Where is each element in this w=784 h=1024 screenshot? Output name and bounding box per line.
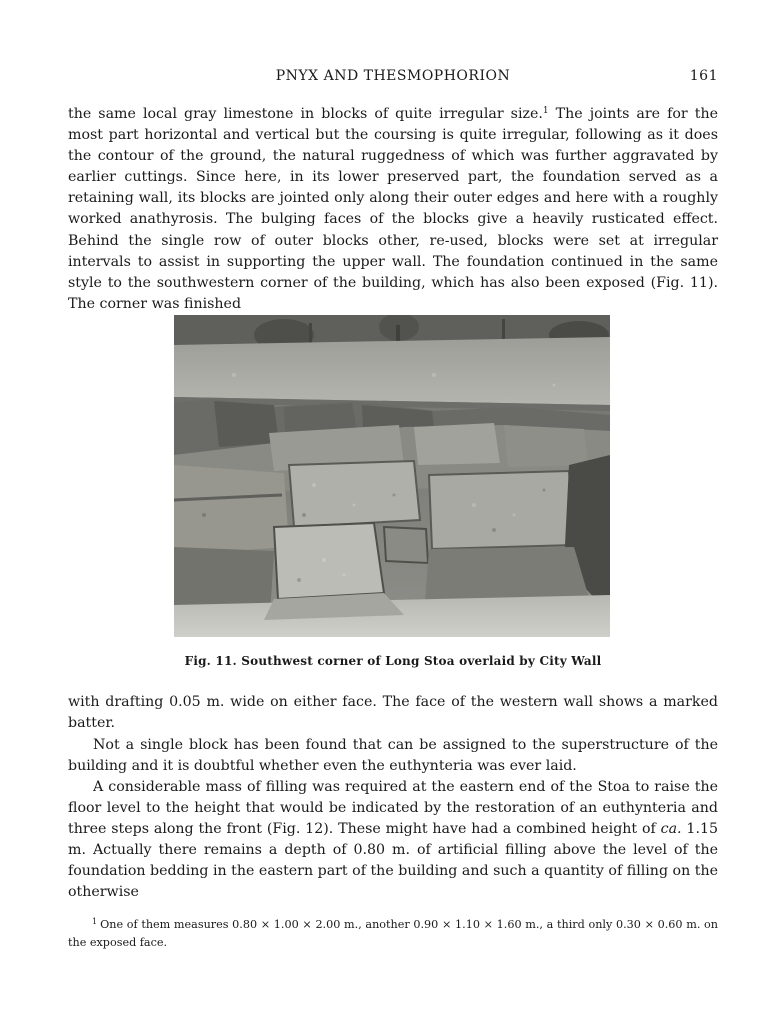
page-header <box>68 68 718 90</box>
running-title: PNYX AND THESMOPHORION <box>275 68 511 84</box>
page-number: 161 <box>689 68 718 84</box>
stone-wall-photo <box>174 315 610 637</box>
footnote-reference: 1 <box>542 106 549 116</box>
paragraph-3: Not a single block has been found that can be assigned to the superstructure of the building and it is doubtful whether even the euthynteria was ever laid. <box>68 737 718 775</box>
paragraph-1-text-b: The joints are for the most part horizontal and vertical but the coursing is quite irregular, following as it does the contour of the ground, the natural ruggedness of which was further aggravated by earlier cuttings. Since here, in its lower preserved part, the foundation served as a retaining wall, its blocks are jointed only along their outer edges and here with a roughly worked anathyrosis. The bulging faces of the blocks give a heavily rusticated effect. Behind the single row of outer blocks other, re-used, blocks were set at irregular intervals to assist in supporting the upper wall. The foundation continued in the same style to the southwestern corner of the building, which has also been exposed (Fig. 11). The corner was finished <box>68 106 719 312</box>
footnote-text: One of them measures 0.80 × 1.00 × 2.00 m., another 0.90 × 1.10 × 1.60 m., a third only 0.30 × 0.60 m. on the exposed face. <box>68 918 718 949</box>
paragraph-4 <box>68 777 718 904</box>
paragraph-1 <box>68 104 718 315</box>
figure-caption: Fig. 11. Southwest corner of Long Stoa overlaid by City Wall <box>184 654 602 668</box>
paragraph-4-text-b: 1.15 m. Actually there remains a depth of 0.80 m. of artificial filling above the level of the foundation bedding in the eastern part of the building and such a quantity of filling on the otherwise <box>68 821 719 901</box>
paragraph-2: with drafting 0.05 m. wide on either face. The face of the western wall shows a marked batter. <box>68 694 718 732</box>
paragraph-4-circa: ca. <box>660 821 682 838</box>
footnote <box>68 916 718 952</box>
footnote-mark: 1 <box>92 917 98 926</box>
paragraph-4-text-a: A considerable mass of filling was required at the eastern end of the Stoa to raise the floor level to the height that would be indicated by the restoration of an euthynteria and three steps along the front (Fig. 12). These might have had a combined height of <box>68 779 718 838</box>
figure-11-photograph <box>174 315 610 637</box>
paragraph-1-text-a: the same local gray limestone in blocks of quite irregular size. <box>68 106 543 122</box>
